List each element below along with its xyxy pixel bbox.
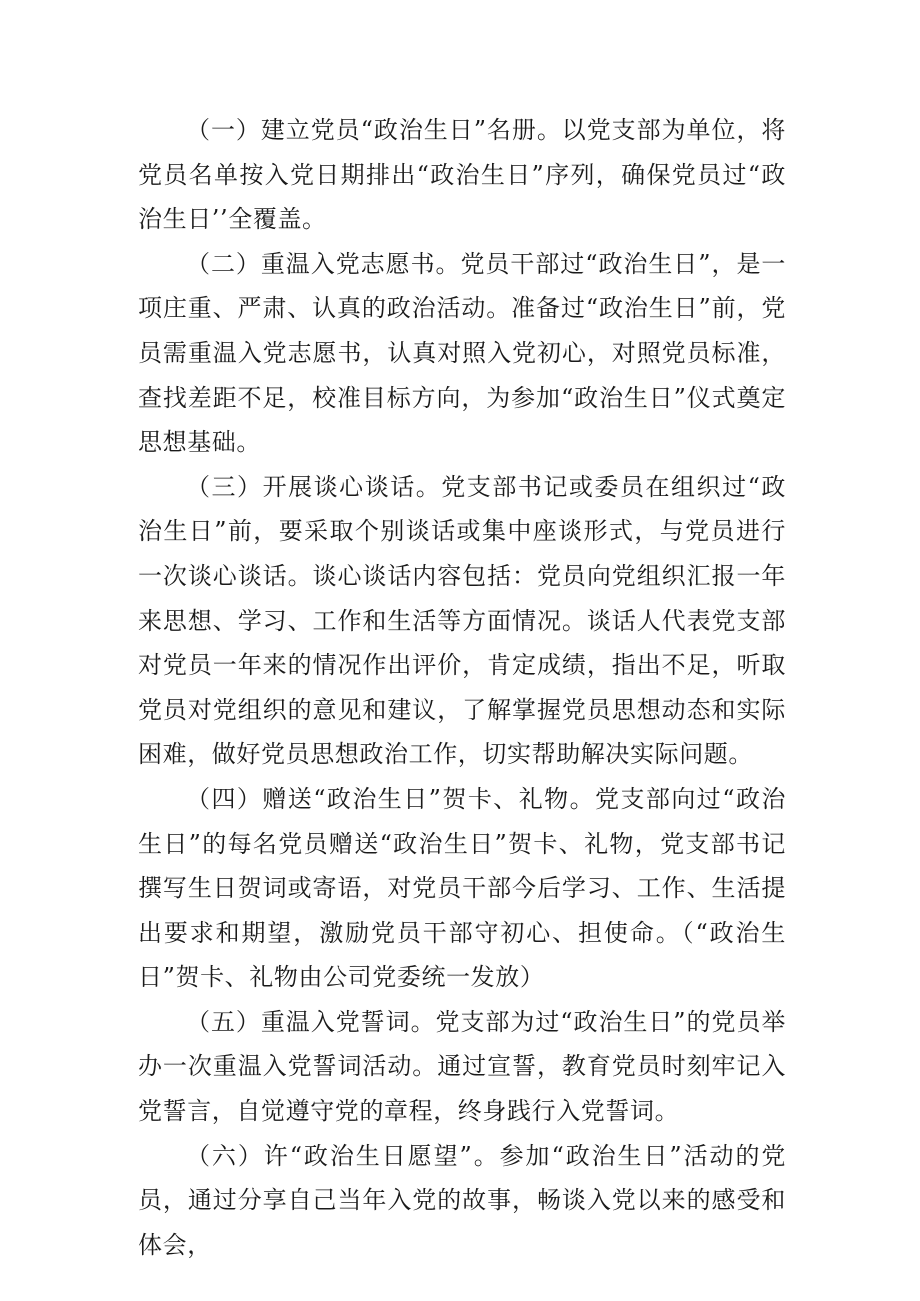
paragraph-1: （一）建立党员“政治生日”名册。以党支部为单位，将党员名单按入党日期排出“政治生日”序列，确保党员过“政治生日’’全覆盖。 <box>138 116 786 234</box>
paragraph-2: （二）重温入党志愿书。党员干部过“政治生日”，是一项庄重、严肃、认真的政治活动。准备过“政治生日”前，党员需重温入党志愿书，认真对照入党初心，对照党员标准，查找差距不足，校准目标方向，为参加“政治生日”仪式奠定思想基础。 <box>138 249 786 457</box>
paragraph-3: （三）开展谈心谈话。党支部书记或委员在组织过“政治生日”前，要采取个别谈话或集中座谈形式，与党员进行一次谈心谈话。谈心谈话内容包括：党员向党组织汇报一年来思想、学习、工作和生活等方面情况。谈话人代表党支部对党员一年来的情况作出评价，肯定成绩，指出不足，听取党员对党组织的意见和建议，了解掌握党员思想动态和实际困难，做好党员思想政治工作，切实帮助解决实际问题。 <box>138 472 786 769</box>
paragraph-5: （五）重温入党誓词。党支部为过“政治生日”的党员举办一次重温入党誓词活动。通过宣誓，教育党员时刻牢记入党誓言，自觉遵守党的章程，终身践行入党誓词。 <box>138 1007 786 1126</box>
paragraph-4: （四）赠送“政治生日”贺卡、礼物。党支部向过“政治生日”的每名党员赠送“政治生日”贺卡、礼物，党支部书记撰写生日贺词或寄语，对党员干部今后学习、工作、生活提出要求和期望，激励党员干部守初心、担使命。（“政治生日”贺卡、礼物由公司党委统一发放） <box>138 784 786 992</box>
paragraph-6: （六）许“政治生日愿望”。参加“政治生日”活动的党员，通过分享自己当年入党的故事，畅谈入党以来的感受和体会， <box>138 1141 786 1259</box>
document-body <box>138 108 786 1267</box>
